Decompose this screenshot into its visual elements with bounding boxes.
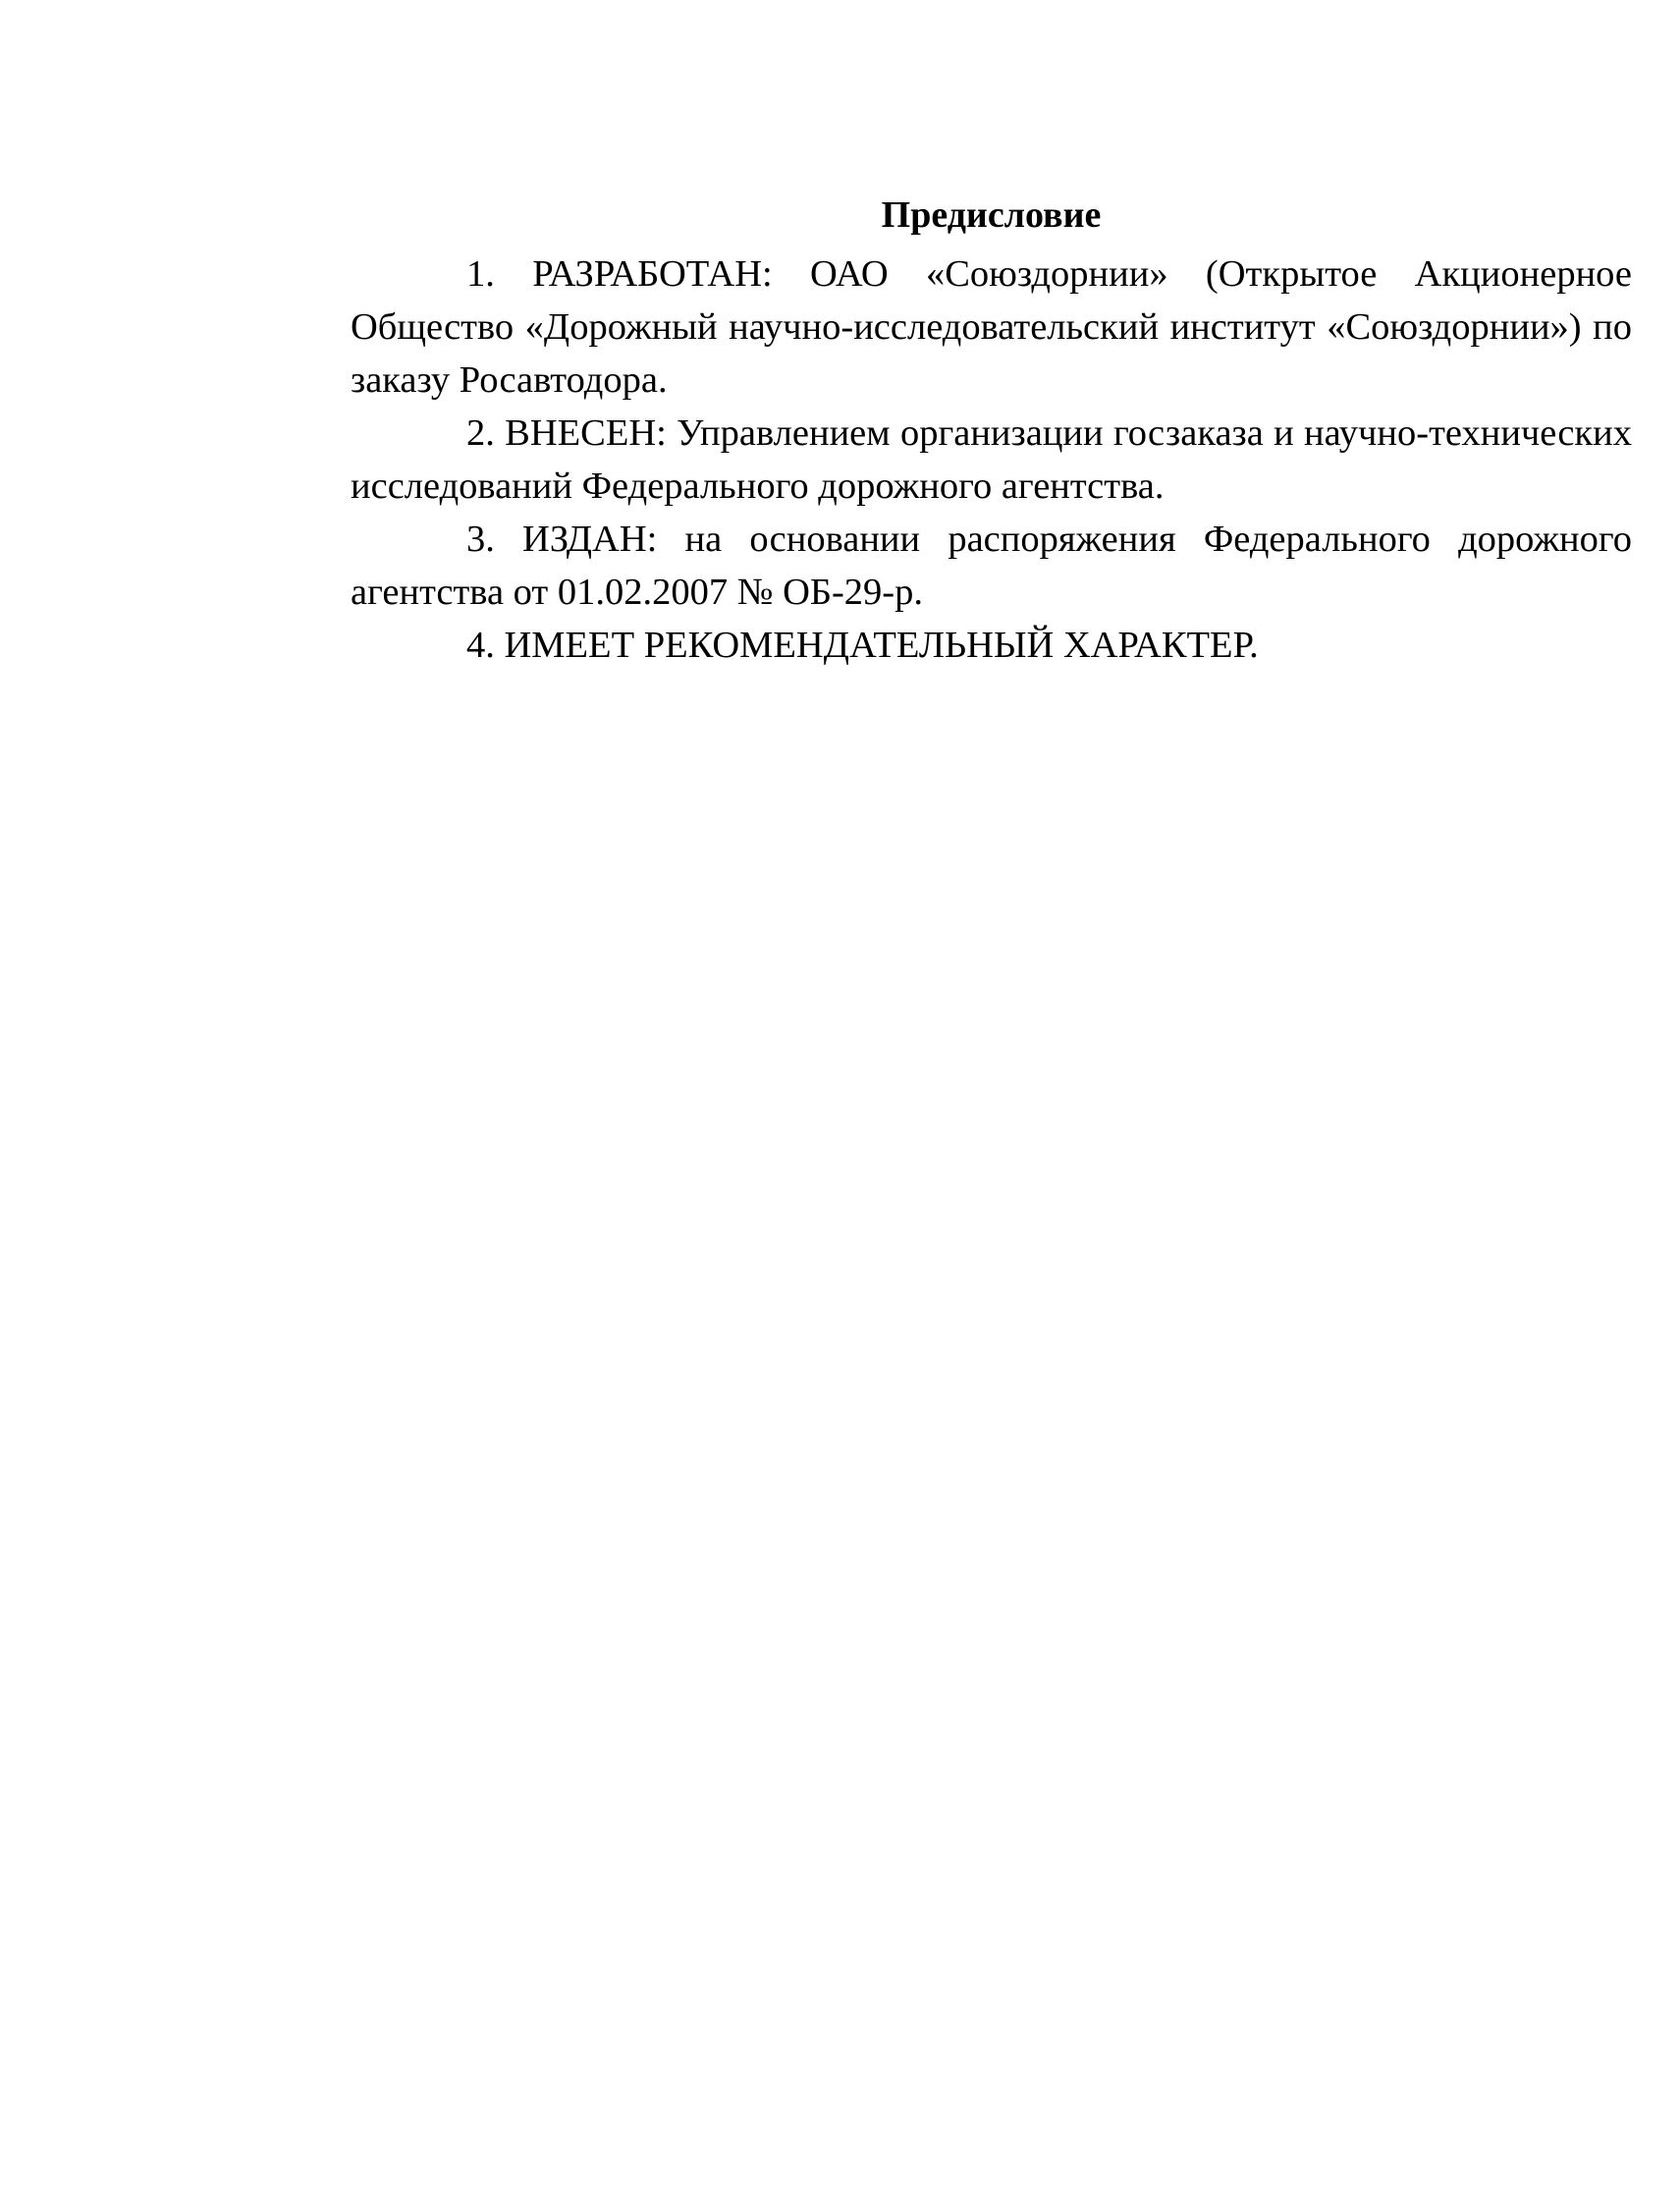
preface-item-introduced: 2. ВНЕСЕН: Управлением организации госзаказа и научно-технических исследований Федерального дорожного агентства. [351, 412, 1632, 507]
preface-item-developed: 1. РАЗРАБОТАН: ОАО «Союздорнии» (Открытое Акционерное Общество «Дорожный научно-исследовательский институт «Союздорнии») по заказу Росавтодора. [351, 253, 1632, 401]
preface-section [351, 192, 1632, 672]
preface-item-issued: 3. ИЗДАН: на основании распоряжения Федерального дорожного агентства от 01.02.2007 № ОБ-29-р. [351, 519, 1632, 613]
preface-item-recommendatory: 4. ИМЕЕТ РЕКОМЕНДАТЕЛЬНЫЙ ХАРАКТЕР. [466, 625, 1259, 666]
preface-heading: Предисловие [881, 194, 1102, 236]
